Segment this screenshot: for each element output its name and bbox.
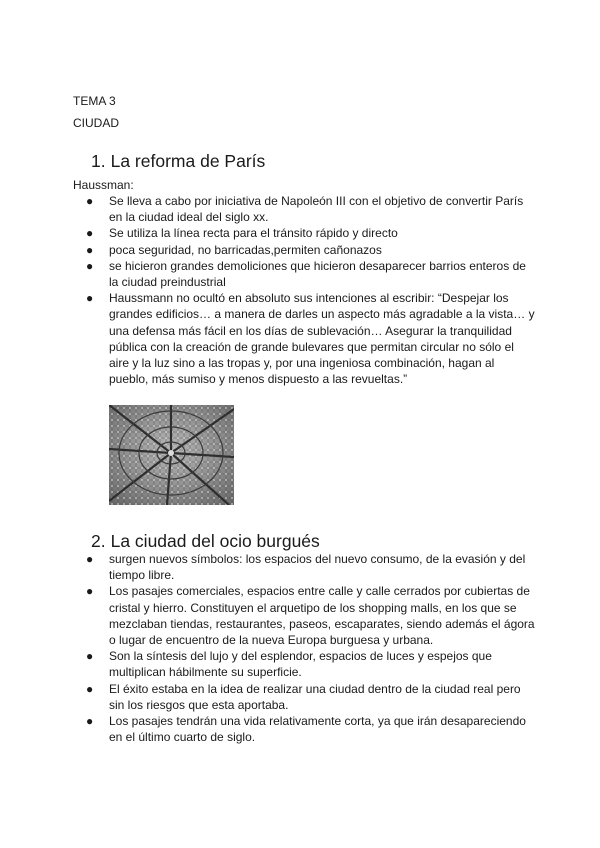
subject-label: CIUDAD	[73, 116, 120, 130]
list-item-text: Se lleva a cabo por iniciativa de Napoleón III con el objetivo de convertir París en la ciudad ideal del siglo xx.	[109, 194, 524, 225]
list-item	[86, 583, 536, 648]
section-2-heading	[91, 530, 320, 552]
list-item-text: se hicieron grandes demoliciones que hicieron desaparecer barrios enteros de la ciudad preindustrial	[109, 258, 526, 290]
list-item	[86, 551, 536, 583]
list-item	[86, 681, 536, 713]
list-item-text: Haussmann no ocultó en absoluto sus intenciones al escribir: “Despejar los grandes edificios… a manera de darles un aspecto más agradable a la vista… y una defensa más fácil en los días de sublevación… Asegurar la tranquilidad pública con la creación de grande bulevares que permitan circular no sólo el aire y la luz sino a las tropas y, por una ingeniosa combinación, hagan al pueblo, más sumiso y menos dispuesto a las revueltas.”	[109, 291, 535, 387]
bullet-dot-icon: ●	[86, 242, 94, 257]
bullet-dot-icon: ●	[86, 291, 94, 306]
section-1-intro: Haussman:	[73, 178, 134, 192]
bullet-dot-icon: ●	[86, 552, 94, 566]
list-item-text: surgen nuevos símbolos: los espacios del nuevo consumo, de la evasión y del tiempo libre.	[109, 552, 526, 583]
section-1-bullet-list	[86, 193, 536, 387]
bullet-dot-icon: ●	[86, 584, 94, 599]
list-item-text: Son la síntesis del lujo y del esplendor, espacios de luces y espejos que multiplican hábilmente su superficie.	[109, 649, 492, 680]
list-item	[86, 242, 536, 258]
bullet-dot-icon: ●	[86, 258, 94, 273]
list-item	[86, 648, 536, 680]
tema-label: TEMA 3	[73, 94, 116, 108]
section-2-bullet-list	[86, 551, 536, 745]
bullet-dot-icon: ●	[86, 714, 94, 729]
section-1-title: La reforma de París	[110, 151, 266, 171]
list-item-text: Se utiliza la línea recta para el tránsito rápido y directo	[109, 226, 398, 241]
list-item-text: Los pasajes tendrán una vida relativamente corta, ya que irán desapareciendo en el último cuarto de siglo.	[109, 714, 526, 745]
section-2-title: La ciudad del ocio burgués	[110, 531, 320, 551]
bullet-dot-icon: ●	[86, 226, 94, 241]
list-item	[86, 713, 536, 745]
bullet-dot-icon: ●	[86, 681, 94, 696]
list-item	[86, 290, 536, 387]
list-item-text: El éxito estaba en la idea de realizar una ciudad dentro de la ciudad real pero sin los riesgos que esta aportaba.	[109, 681, 521, 712]
section-1-heading	[91, 150, 265, 172]
section-1-number: 1.	[91, 151, 106, 171]
list-item-text: poca seguridad, no barricadas,permiten cañonazos	[109, 242, 382, 257]
bullet-dot-icon: ●	[86, 194, 94, 208]
list-item	[86, 225, 536, 241]
glass-roof-photo	[109, 405, 234, 505]
list-item-text: Los pasajes comerciales, espacios entre calle y calle cerrados por cubiertas de cristal y hierro. Constituyen el arquetipo de los shopping malls, en los que se mezclaban tiendas, restaurantes, paseos, escaparates, siendo además el ágora o lugar de encuentro de la nueva Europa burguesa y urbana.	[109, 584, 535, 648]
bullet-dot-icon: ●	[86, 649, 94, 664]
section-2-number: 2.	[91, 531, 106, 551]
list-item	[86, 258, 536, 290]
list-item	[86, 193, 536, 225]
